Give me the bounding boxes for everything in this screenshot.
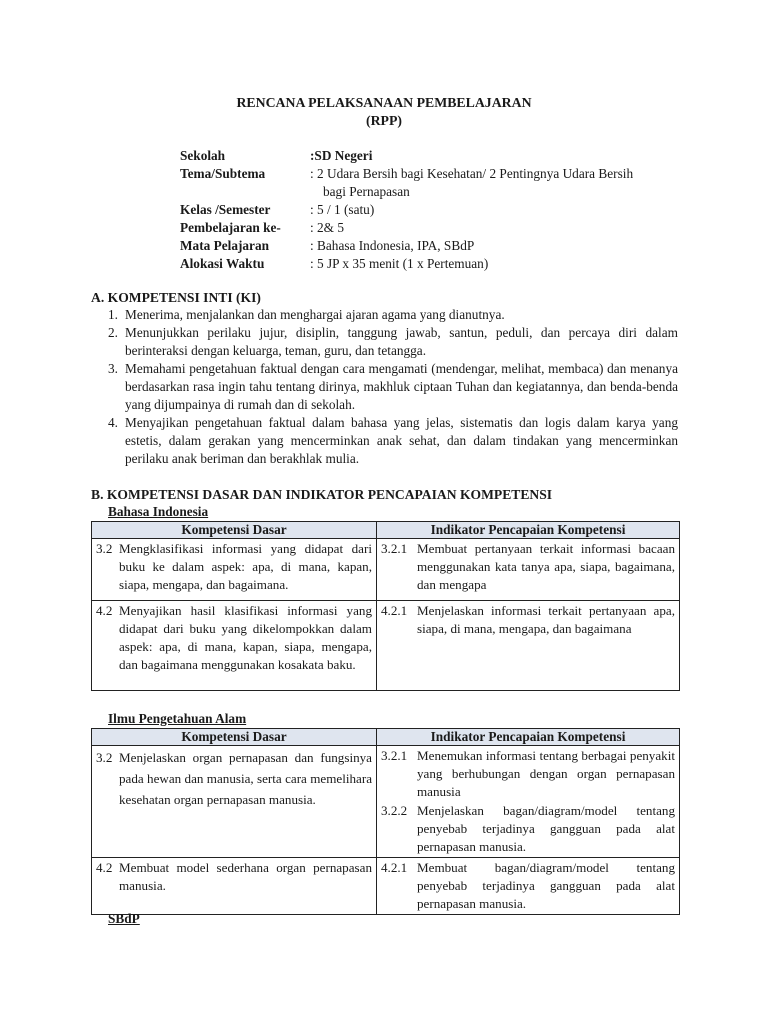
ipk-item bbox=[381, 747, 675, 801]
identity-row-kelas bbox=[180, 201, 680, 219]
item-text: Menerima, menjalankan dan menghargai ajaran agama yang dianutnya. bbox=[125, 307, 505, 322]
kd-text: Menyajikan hasil klasifikasi informasi yang didapat dari buku yang dikelompokkan dalam aspek: apa, di mana, kapan, siapa, mengapa, dan bagaimana menggunakan kosakata baku. bbox=[119, 603, 372, 672]
table-row bbox=[92, 601, 680, 691]
document-title: RENCANA PELAKSANAAN PEMBELAJARAN bbox=[236, 95, 532, 110]
list-item bbox=[108, 414, 678, 468]
subject-heading-bahasa: Bahasa Indonesia bbox=[108, 504, 209, 519]
kd-item bbox=[96, 747, 372, 810]
item-number: 1. bbox=[108, 307, 118, 322]
identity-row-mapel bbox=[180, 237, 680, 255]
ipk-text: Menjelaskan informasi terkait pertanyaan apa, siapa, di mana, mengapa, dan bagaimana bbox=[417, 603, 675, 636]
table-row bbox=[92, 746, 680, 858]
identity-value: : 5 / 1 (satu) bbox=[310, 202, 375, 217]
document-subtitle: (RPP) bbox=[365, 113, 402, 128]
identity-label: Alokasi Waktu bbox=[180, 256, 265, 271]
ipk-code: 4.2.1 bbox=[381, 603, 408, 618]
list-item bbox=[108, 324, 678, 360]
identity-value: :SD Negeri bbox=[310, 148, 373, 163]
kd-code: 3.2 bbox=[96, 750, 113, 765]
identity-label: Kelas /Semester bbox=[180, 202, 271, 217]
ipk-text: Menemukan informasi tentang berbagai penyakit yang berhubungan dengan organ pernapasan manusia bbox=[417, 748, 675, 799]
ipk-code: 3.2.1 bbox=[381, 748, 408, 763]
identity-value: : 2& 5 bbox=[310, 220, 344, 235]
kd-item bbox=[96, 602, 372, 674]
kd-cell bbox=[92, 746, 377, 858]
kd-text: Mengklasifikasi informasi yang didapat dari buku ke dalam aspek: apa, di mana, kapan, siapa, mengapa, dan bagaimana. bbox=[119, 541, 372, 592]
identity-row-tema bbox=[180, 165, 680, 201]
column-header-ipk: Indikator Pencapaian Kompetensi bbox=[377, 729, 680, 746]
kd-code: 4.2 bbox=[96, 860, 113, 875]
identity-row-pembelajaran bbox=[180, 219, 680, 237]
identity-row-sekolah bbox=[180, 147, 680, 165]
kd-cell bbox=[92, 539, 377, 601]
ipk-cell bbox=[377, 858, 680, 915]
kd-cell bbox=[92, 858, 377, 915]
column-header-kd: Kompetensi Dasar bbox=[92, 729, 377, 746]
identity-value-text: : 2 Udara Bersih bagi Kesehatan/ 2 Pentingnya Udara Bersih bagi Pernapasan bbox=[310, 166, 634, 199]
section-b-heading: B. KOMPETENSI DASAR DAN INDIKATOR PENCAPAIAN KOMPETENSI bbox=[91, 487, 553, 502]
identity-label: Pembelajaran ke- bbox=[180, 220, 281, 235]
ipk-item bbox=[381, 602, 675, 638]
list-item bbox=[108, 306, 678, 324]
kd-cell bbox=[92, 601, 377, 691]
identity-row-alokasi bbox=[180, 255, 680, 273]
table-header-row bbox=[92, 729, 680, 746]
identity-value: : Bahasa Indonesia, IPA, SBdP bbox=[310, 238, 475, 253]
subject-heading-ipa: Ilmu Pengetahuan Alam bbox=[108, 711, 247, 726]
item-number: 2. bbox=[108, 325, 118, 340]
item-number: 4. bbox=[108, 415, 118, 430]
kd-text: Menjelaskan organ pernapasan dan fungsinya pada hewan dan manusia, serta cara memelihara kesehatan organ pernapasan manusia. bbox=[119, 750, 372, 807]
identity-label: Sekolah bbox=[180, 148, 226, 163]
kd-item bbox=[96, 540, 372, 594]
kd-code: 3.2 bbox=[96, 541, 113, 556]
identity-value bbox=[310, 165, 655, 201]
kd-code: 4.2 bbox=[96, 603, 113, 618]
column-header-kd: Kompetensi Dasar bbox=[92, 522, 377, 539]
kd-text: Membuat model sederhana organ pernapasan manusia. bbox=[119, 860, 372, 893]
column-header-ipk: Indikator Pencapaian Kompetensi bbox=[377, 522, 680, 539]
identity-label: Mata Pelajaran bbox=[180, 238, 269, 253]
kompetensi-inti-list bbox=[108, 306, 678, 468]
ipk-item bbox=[381, 540, 675, 594]
item-text: Menunjukkan perilaku jujur, disiplin, tanggung jawab, santun, peduli, dan percaya diri dalam berinteraksi dengan keluarga, teman, guru, dan tetangga. bbox=[125, 325, 678, 358]
ipk-cell bbox=[377, 539, 680, 601]
item-number: 3. bbox=[108, 361, 118, 376]
table-row bbox=[92, 539, 680, 601]
ipk-text: Membuat pertanyaan terkait informasi bacaan menggunakan kata tanya apa, siapa, bagaimana, dan mengapa bbox=[417, 541, 675, 592]
identity-label: Tema/Subtema bbox=[180, 166, 266, 181]
ipk-code: 3.2.1 bbox=[381, 541, 408, 556]
ipk-item bbox=[381, 802, 675, 856]
table-bahasa-indonesia bbox=[91, 521, 680, 691]
ipk-cell bbox=[377, 746, 680, 858]
ipk-item bbox=[381, 859, 675, 913]
table-ipa bbox=[91, 728, 680, 915]
section-a-heading: A. KOMPETENSI INTI (KI) bbox=[91, 290, 261, 305]
ipk-cell bbox=[377, 601, 680, 691]
kd-item bbox=[96, 859, 372, 895]
item-text: Memahami pengetahuan faktual dengan cara mengamati (mendengar, melihat, membaca) dan menanya berdasarkan rasa ingin tahu tentang dirinya, makhluk ciptaan Tuhan dan kegiatannya, dan benda-benda yang dijumpainya di rumah dan di sekolah. bbox=[125, 361, 678, 412]
subject-heading-sbdp: SBdP bbox=[108, 911, 140, 926]
table-row bbox=[92, 858, 680, 915]
ipk-text: Menjelaskan bagan/diagram/model tentang penyebab terjadinya gangguan pada alat pernapasan manusia. bbox=[417, 803, 675, 854]
list-item bbox=[108, 360, 678, 414]
identity-value: : 5 JP x 35 menit (1 x Pertemuan) bbox=[310, 256, 489, 271]
table-header-row bbox=[92, 522, 680, 539]
ipk-code: 4.2.1 bbox=[381, 860, 408, 875]
item-text: Menyajikan pengetahuan faktual dalam bahasa yang jelas, sistematis dan logis dalam karya yang estetis, dalam gerakan yang mencerminkan anak sehat, dan dalam tindakan yang mencerminkan perilaku anak beriman dan berakhlak mulia. bbox=[125, 415, 678, 466]
ipk-code: 3.2.2 bbox=[381, 803, 408, 818]
ipk-text: Membuat bagan/diagram/model tentang penyebab terjadinya gangguan pada alat pernapasan manusia. bbox=[417, 860, 675, 911]
